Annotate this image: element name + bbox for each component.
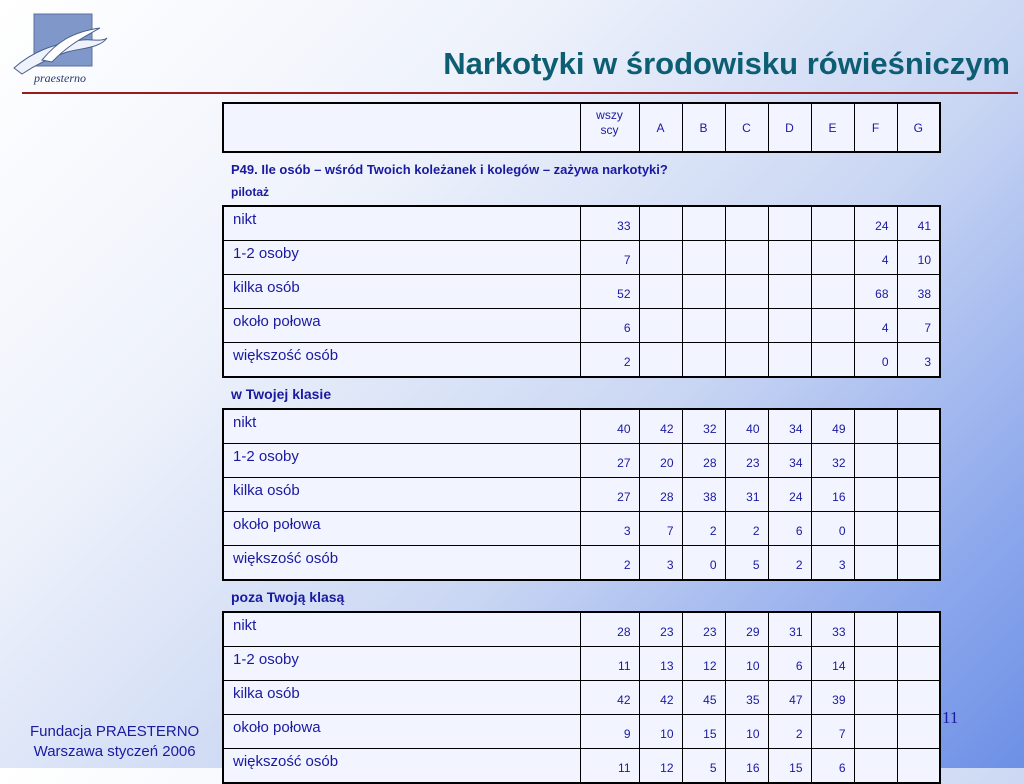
cell-value: 6 [768, 512, 811, 546]
cell-value: 16 [811, 478, 854, 512]
cell-value: 11 [580, 647, 639, 681]
cell-value: 0 [854, 343, 897, 378]
cell-value [682, 241, 725, 275]
cell-value: 4 [854, 241, 897, 275]
cell-value [682, 275, 725, 309]
cell-value [854, 715, 897, 749]
footer [30, 722, 199, 762]
row-label: około połowa [223, 512, 580, 546]
table-row [223, 409, 940, 444]
praesterno-logo [12, 12, 108, 88]
cell-value: 10 [897, 241, 940, 275]
cell-value [811, 275, 854, 309]
cell-value: 52 [580, 275, 639, 309]
cell-value: 6 [768, 647, 811, 681]
table-row [223, 275, 940, 309]
cell-value: 6 [811, 749, 854, 784]
cell-value [768, 309, 811, 343]
cell-value [897, 612, 940, 647]
row-label: większość osób [223, 546, 580, 581]
row-label: kilka osób [223, 478, 580, 512]
row-label: większość osób [223, 343, 580, 378]
cell-value: 4 [854, 309, 897, 343]
table-row [223, 546, 940, 581]
cell-value: 39 [811, 681, 854, 715]
cell-value [897, 512, 940, 546]
section-title: w Twojej klasie [231, 386, 332, 402]
cell-value [854, 546, 897, 581]
data-table [222, 102, 941, 784]
cell-value: 23 [725, 444, 768, 478]
cell-value [897, 647, 940, 681]
cell-value [854, 409, 897, 444]
cell-value [897, 478, 940, 512]
cell-value: 12 [639, 749, 682, 784]
cell-value: 5 [725, 546, 768, 581]
question-text: P49. Ile osób – wśród Twoich koleżanek i kolegów – zażywa narkotyki? [231, 162, 668, 177]
cell-value [768, 275, 811, 309]
cell-value [854, 612, 897, 647]
cell-value [897, 546, 940, 581]
footer-date: Warszawa styczeń 2006 [33, 743, 196, 760]
cell-value: 32 [811, 444, 854, 478]
cell-value: 27 [580, 444, 639, 478]
cell-value: 31 [768, 612, 811, 647]
cell-value: 28 [580, 612, 639, 647]
cell-value: 23 [639, 612, 682, 647]
cell-value [639, 343, 682, 378]
cell-value: 15 [682, 715, 725, 749]
cell-value [768, 343, 811, 378]
header-c: C [725, 103, 768, 152]
row-label: 1-2 osoby [223, 241, 580, 275]
cell-value [854, 512, 897, 546]
cell-value [682, 206, 725, 241]
page-title: Narkotyki w środowisku rówieśniczym [443, 46, 1010, 81]
cell-value: 45 [682, 681, 725, 715]
table-row [223, 343, 940, 378]
header-g: G [897, 103, 940, 152]
cell-value: 68 [854, 275, 897, 309]
cell-value: 34 [768, 444, 811, 478]
cell-value: 3 [639, 546, 682, 581]
cell-value: 38 [682, 478, 725, 512]
table-header [222, 102, 941, 153]
cell-value: 7 [811, 715, 854, 749]
cell-value [811, 241, 854, 275]
cell-value: 47 [768, 681, 811, 715]
cell-value: 12 [682, 647, 725, 681]
cell-value: 34 [768, 409, 811, 444]
cell-value: 0 [811, 512, 854, 546]
cell-value [854, 444, 897, 478]
cell-value: 2 [768, 715, 811, 749]
cell-value [897, 444, 940, 478]
header-a: A [639, 103, 682, 152]
header-b: B [682, 103, 725, 152]
cell-value: 14 [811, 647, 854, 681]
cell-value: 42 [580, 681, 639, 715]
cell-value: 10 [725, 715, 768, 749]
cell-value: 10 [725, 647, 768, 681]
cell-value [897, 409, 940, 444]
cell-value [639, 241, 682, 275]
row-label: nikt [223, 409, 580, 444]
table-row [223, 478, 940, 512]
cell-value: 40 [725, 409, 768, 444]
cell-value: 3 [897, 343, 940, 378]
cell-value [639, 309, 682, 343]
table-row [223, 612, 940, 647]
row-label: kilka osób [223, 275, 580, 309]
cell-value: 49 [811, 409, 854, 444]
table-row [223, 512, 940, 546]
cell-value [639, 206, 682, 241]
cell-value [811, 206, 854, 241]
cell-value: 0 [682, 546, 725, 581]
table-row [223, 715, 940, 749]
footer-organization: Fundacja PRAESTERNO [30, 723, 200, 740]
cell-value: 2 [725, 512, 768, 546]
cell-value: 41 [897, 206, 940, 241]
cell-value [854, 749, 897, 784]
table-row [223, 681, 940, 715]
section-table [222, 205, 941, 378]
cell-value: 42 [639, 409, 682, 444]
cell-value: 24 [854, 206, 897, 241]
cell-value [639, 275, 682, 309]
cell-value: 5 [682, 749, 725, 784]
cell-value: 16 [725, 749, 768, 784]
page-number: 11 [942, 708, 959, 727]
cell-value: 23 [682, 612, 725, 647]
row-label: nikt [223, 612, 580, 647]
table-row [223, 749, 940, 784]
header-d: D [768, 103, 811, 152]
logo-text: praesterno [34, 71, 86, 85]
row-label: kilka osób [223, 681, 580, 715]
cell-value: 3 [811, 546, 854, 581]
cell-value [811, 343, 854, 378]
cell-value [897, 681, 940, 715]
header-blank [223, 103, 580, 152]
header-total: wszy scy [580, 103, 639, 152]
cell-value: 11 [580, 749, 639, 784]
section-table [222, 611, 941, 784]
cell-value [854, 681, 897, 715]
cell-value [768, 241, 811, 275]
cell-value: 33 [580, 206, 639, 241]
cell-value: 3 [580, 512, 639, 546]
cell-value: 2 [580, 546, 639, 581]
cell-value: 6 [580, 309, 639, 343]
section-title: poza Twoją klasą [231, 589, 345, 605]
cell-value: 7 [580, 241, 639, 275]
section-title: pilotaż [231, 185, 269, 199]
cell-value: 29 [725, 612, 768, 647]
cell-value [682, 343, 725, 378]
cell-value: 27 [580, 478, 639, 512]
row-label: 1-2 osoby [223, 444, 580, 478]
cell-value [725, 275, 768, 309]
cell-value [682, 309, 725, 343]
cell-value: 13 [639, 647, 682, 681]
table-row [223, 647, 940, 681]
cell-value: 38 [897, 275, 940, 309]
row-label: większość osób [223, 749, 580, 784]
cell-value: 24 [768, 478, 811, 512]
cell-value: 10 [639, 715, 682, 749]
table-row [223, 241, 940, 275]
cell-value: 2 [580, 343, 639, 378]
cell-value: 42 [639, 681, 682, 715]
cell-value: 28 [682, 444, 725, 478]
cell-value: 20 [639, 444, 682, 478]
cell-value [897, 749, 940, 784]
cell-value [897, 715, 940, 749]
section-table [222, 408, 941, 581]
cell-value [725, 241, 768, 275]
cell-value: 7 [897, 309, 940, 343]
row-label: około połowa [223, 309, 580, 343]
cell-value [725, 309, 768, 343]
cell-value: 32 [682, 409, 725, 444]
cell-value [725, 206, 768, 241]
cell-value: 40 [580, 409, 639, 444]
title-divider [22, 92, 1018, 94]
cell-value: 31 [725, 478, 768, 512]
cell-value: 2 [682, 512, 725, 546]
cell-value [854, 647, 897, 681]
cell-value [811, 309, 854, 343]
cell-value: 33 [811, 612, 854, 647]
header-f: F [854, 103, 897, 152]
cell-value [725, 343, 768, 378]
row-label: nikt [223, 206, 580, 241]
cell-value: 15 [768, 749, 811, 784]
cell-value [768, 206, 811, 241]
table-row [223, 206, 940, 241]
cell-value: 28 [639, 478, 682, 512]
cell-value: 7 [639, 512, 682, 546]
row-label: 1-2 osoby [223, 647, 580, 681]
sections [222, 179, 941, 784]
cell-value [854, 478, 897, 512]
table-row [223, 309, 940, 343]
cell-value: 9 [580, 715, 639, 749]
header-e: E [811, 103, 854, 152]
table-row [223, 444, 940, 478]
row-label: około połowa [223, 715, 580, 749]
cell-value: 2 [768, 546, 811, 581]
cell-value: 35 [725, 681, 768, 715]
